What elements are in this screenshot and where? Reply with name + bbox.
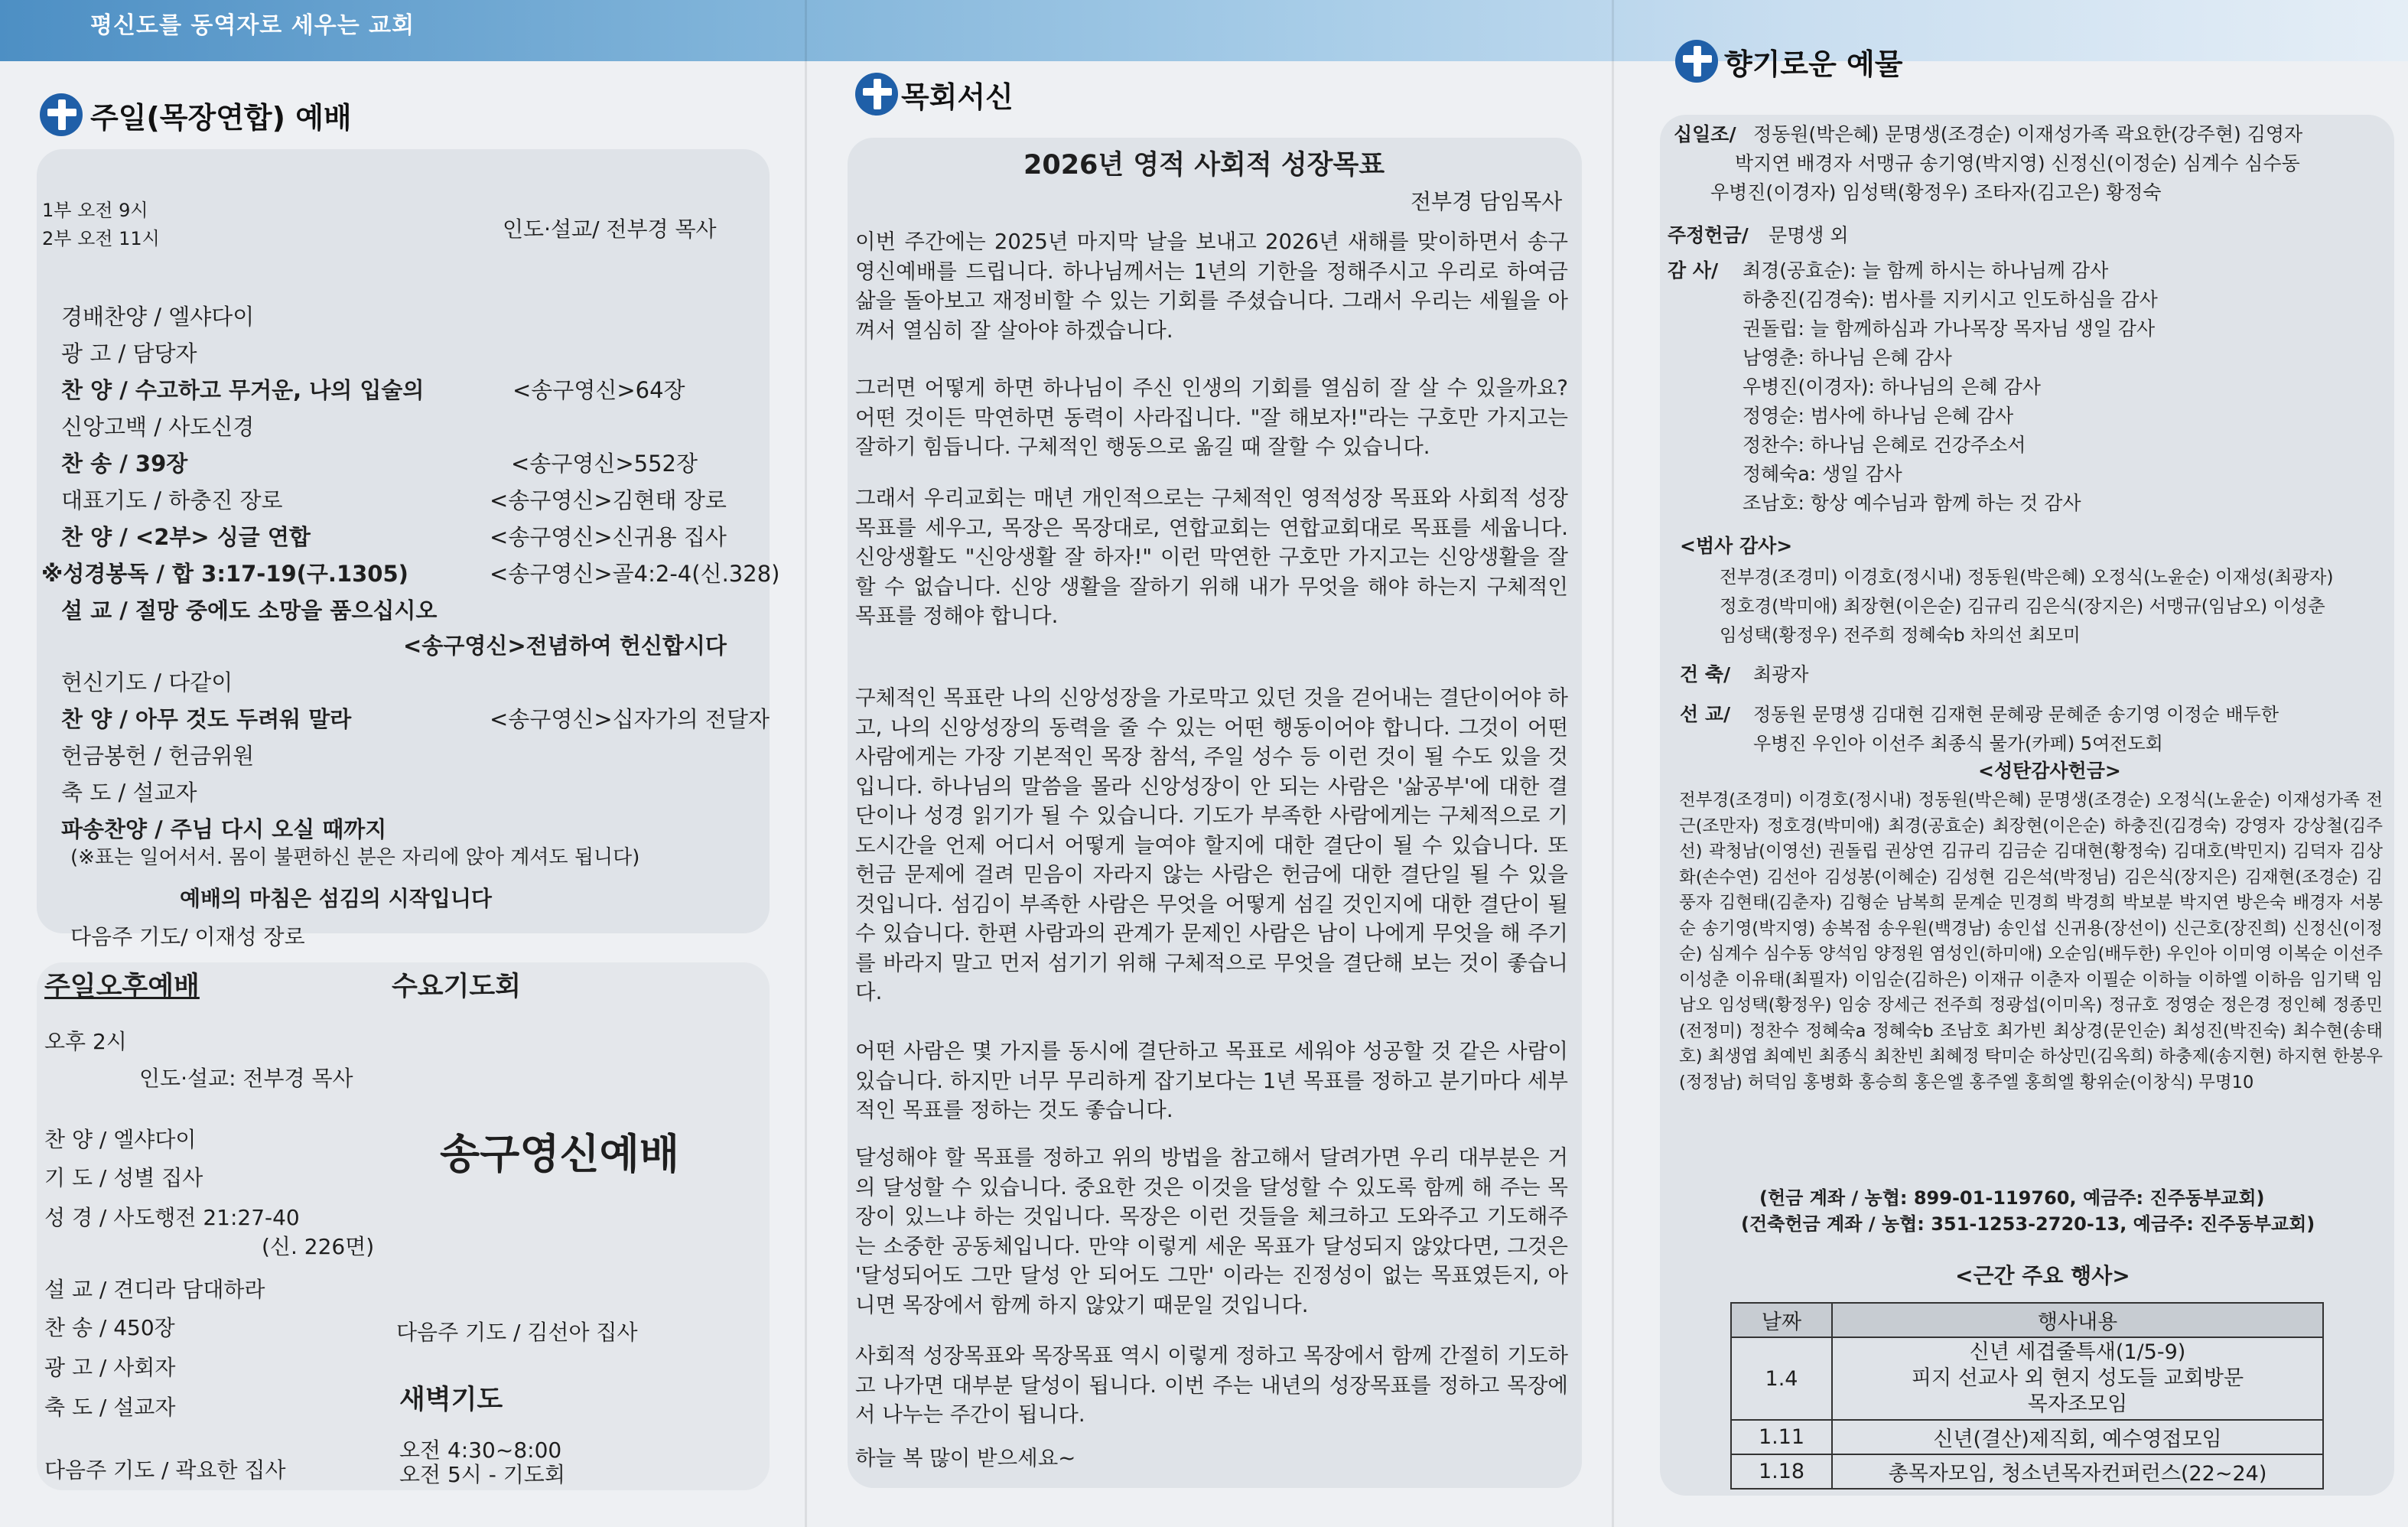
afternoon-item: 광 고 / 사회자 bbox=[44, 1355, 176, 1380]
wednesday-special: 송구영신예배 bbox=[440, 1130, 679, 1178]
general-thanks-line: 전부경(조경미) 이경호(정시내) 정동원(박은혜) 오정식(노윤순) 이재성(최광자) bbox=[1720, 566, 2334, 588]
top-banner bbox=[0, 0, 2408, 61]
sunday-offering-label: 주정헌금/ bbox=[1668, 224, 1749, 246]
afternoon-item: 찬 양 / 엘샤다이 bbox=[44, 1127, 197, 1152]
letter-title: 2026년 영적 사회적 성장목표 bbox=[1023, 150, 1385, 181]
afternoon-item: 축 도 / 설교자 bbox=[44, 1395, 176, 1420]
offerings-title: 향기로운 예물 bbox=[1724, 47, 1903, 81]
event-line: 신년 세겹줄특새(1/5-9) bbox=[1969, 1340, 2186, 1364]
event-line: 피지 선교사 외 현지 성도들 교회방문 bbox=[1911, 1366, 2244, 1390]
thanks-line: 정찬수: 하나님 은혜로 건강주소서 bbox=[1743, 434, 2026, 456]
worship-item-label: 경배찬양 / 엘샤다이 bbox=[61, 304, 255, 330]
worship-item-hymn: <송구영신>골4:2-4(신.328) bbox=[490, 561, 780, 587]
worship-item-label: 파송찬양 / 주님 다시 오실 때까지 bbox=[61, 816, 387, 842]
general-thanks-line: 임성택(황정우) 전주희 정혜숙b 차의선 최모미 bbox=[1720, 624, 2081, 646]
worship-item-hymn: <송구영신>김현태 장로 bbox=[490, 487, 727, 513]
thanks-line: 권돌립: 늘 함께하심과 가나목장 목자님 생일 감사 bbox=[1743, 317, 2156, 340]
tithe-line: 박지연 배경자 서맹규 송기영(박지영) 신정신(이정순) 심계수 심수동 bbox=[1735, 152, 2300, 174]
letter-paragraph: 그래서 우리교회는 매년 개인적으로는 구체적인 영적성장 목표와 사회적 성장 목표를 세우고, 목장은 목장대로, 연합교회는 연합교회대로 목표를 세웁니다. 신앙생활도 "신앙생활 잘 하자!" 이런 막연한 구호만 가지고는 신앙생활을 잘 할 수 없습니다. 신앙 생활을 잘하기 위해 내가 무엇을 해야 하는지 구체적인 목표를 정해야 합니다. bbox=[855, 486, 1568, 628]
letter-header bbox=[855, 73, 1014, 116]
dawn-time-2: 오전 5시 - 기도회 bbox=[399, 1462, 565, 1487]
worship-item-hymn: <송구영신>64장 bbox=[513, 377, 685, 403]
tithe-line: 정동원(박은혜) 문명생(조경순) 이재성가족 곽요한(강주현) 김영자 bbox=[1753, 123, 2303, 145]
events-title: <근간 주요 행사> bbox=[1955, 1263, 2130, 1288]
dawn-time-1: 오전 4:30~8:00 bbox=[399, 1437, 562, 1463]
general-thanks-title: <범사 감사> bbox=[1680, 535, 1793, 557]
thanks-line: 우병진(이경자): 하나님의 은혜 감사 bbox=[1743, 376, 2041, 398]
worship-time-1: 1부 오전 9시 bbox=[42, 200, 148, 221]
worship-time-2: 2부 오전 11시 bbox=[42, 228, 160, 249]
afternoon-leader: 인도·설교: 전부경 목사 bbox=[139, 1066, 353, 1091]
afternoon-item: (신. 226면) bbox=[262, 1234, 375, 1259]
event-date: 1.4 bbox=[1731, 1337, 1832, 1420]
letter-paragraph: 구체적인 목표란 나의 신앙성장을 가로막고 있던 것을 걷어내는 결단이어야 하고, 나의 신앙성장의 동력을 줄 수 있는 어떤 행동이어야 합니다. 그것이 어떤 사람에게는 가장 기본적인 목장 참석, 주일 성수 등 이런 것이 될 수도 있을 것입니다. 하나님의 말씀을 몰라 신앙성장이 안 되는 사람은 '삶공부'에 대한 결단이나 성경 읽기가 될 수 있습니다. 기도가 부족한 사람에게는 구체적으로 기도시간을 언제 어디서 어떻게 늘여야 할지에 대한 결단이 될 수 있습니다. 또 헌금 문제에 걸려 믿음이 자라지 않는 사람은 헌금에 대한 결단일 될 수 있을 것입니다. 섬김이 부족한 사람은 무엇을 어떻게 섬길 것인지에 대한 결단이 될 수 있습니다. 한편 사람과의 관계가 문제인 사람은 남이 나에게 무엇을 해 주기를 바라지 말고 먼저 섬기기 위해 구체적으로 무엇을 결단해 보는 것이 좋습니다. bbox=[855, 685, 1568, 1004]
worship-leader: 인도·설교/ 전부경 목사 bbox=[503, 217, 717, 242]
building-label: 건 축/ bbox=[1680, 663, 1731, 685]
events-header-content: 행사내용 bbox=[1832, 1303, 2323, 1337]
letter-section-title: 목회서신 bbox=[901, 80, 1014, 114]
building-names: 최광자 bbox=[1753, 663, 1809, 685]
worship-item-hymn: <송구영신>십자가의 전달자 bbox=[490, 706, 770, 732]
worship-header bbox=[40, 93, 352, 136]
worship-item-label: 찬 양 / 아무 것도 두려워 말라 bbox=[61, 706, 352, 732]
worship-item-label: 찬 송 / 39장 bbox=[61, 451, 188, 477]
worship-title: 주일(목장연합) 예배 bbox=[90, 100, 352, 135]
thanks-line: 최경(공효순): 늘 함께 하시는 하나님께 감사 bbox=[1743, 259, 2109, 282]
tithe-line: 우병진(이경자) 임성택(황정우) 조타자(김고은) 황정숙 bbox=[1710, 181, 2162, 203]
letter-author: 전부경 담임목사 bbox=[1411, 189, 1563, 214]
event-content: 신년(결산)제직회, 예수영접모임 bbox=[1832, 1420, 2323, 1454]
thanks-line: 정영순: 범사에 하나님 은혜 감사 bbox=[1743, 405, 2014, 427]
wednesday-title: 수요기도회 bbox=[392, 972, 522, 1002]
worship-closing: 예배의 마침은 섬김의 시작입니다 bbox=[180, 886, 492, 911]
event-line: 목자조모임 bbox=[2027, 1392, 2128, 1416]
cross-icon bbox=[855, 73, 898, 116]
worship-item-label: 축 도 / 설교자 bbox=[61, 780, 197, 806]
thanks-line: 하충진(김경숙): 범사를 지키시고 인도하심을 감사 bbox=[1743, 288, 2158, 311]
event-date: 1.11 bbox=[1731, 1420, 1832, 1454]
worship-item-hymn: <송구영신>신귀용 집사 bbox=[490, 524, 727, 550]
thanks-label: 감 사/ bbox=[1668, 259, 1719, 282]
sunday-offering-names: 문명생 외 bbox=[1769, 224, 1849, 246]
event-row bbox=[1731, 1420, 2323, 1454]
church-motto: 평신도를 동역자로 세우는 교회 bbox=[90, 12, 415, 39]
thanks-line: 정혜숙a: 생일 감사 bbox=[1743, 463, 1902, 485]
christmas-names: 전부경(조경미) 이경호(정시내) 정동원(박은혜) 문명생(조경순) 오정식(노윤순) 이재성가족 전근(조만자) 정호경(박미애) 최경(공효순) 최장현(이은순) 하충진(김경숙) 강영자 강상철(김주선) 곽청남(이영선) 권돌립 권상연 김규리 김금순 김대현(황정숙) 김대호(박민지) 김덕자 김상화(손수연) 김선아 김성봉(이혜순) 김성현 김은석(박정님) 김은식(장지은) 김재현(조경순) 김풍자 김현태(김춘자) 김형순 남복희 문계순 민경희 박경희 박보분 박지연 방은숙 배경자 서봉순 송기영(박지영) 송복점 송우원(백경남) 송인섭 신귀용(장선이) 신근호(장진희) 신정신(이정순) 심계수 심수동 양석임 양정원 염성인(하미애) 오순임(배두한) 우인아 이미영 이복순 이선주 이성춘 이유태(최필자) 이임순(김하은) 이재규 이춘자 이필순 이하늘 이하엘 이하음 임기택 임남오 임성택(황정우) 임숭 장세근 전주희 정광섭(이미옥) 정규호 정영순 정은경 정인혜 정종민(전정미) 정찬수 정혜숙a 정혜숙b 조남호 최가빈 최상경(문인순) 최성진(박진숙) 최수현(송태호) 최생엽 최예빈 최종식 최찬빈 최혜정 탁미순 하상민(김옥희) 하충제(송지현) 하지현 한봉우(정정남) 허덕임 홍병화 홍승희 홍은엘 홍주엘 홍희엘 황위순(이창식) 무명10 bbox=[1679, 790, 2383, 1092]
worship-item-label: 신앙고백 / 사도신경 bbox=[61, 414, 255, 440]
events-header-date: 날짜 bbox=[1731, 1303, 1832, 1337]
building-account: (건축헌금 계좌 / 농협: 351-1253-2720-13, 예금주: 진주동부교회) bbox=[1741, 1213, 2315, 1235]
cross-icon bbox=[40, 93, 83, 136]
worship-item-label: 광 고 / 담당자 bbox=[61, 340, 197, 366]
offering-account: (헌금 계좌 / 농협: 899-01-119760, 예금주: 진주동부교회) bbox=[1759, 1187, 2265, 1209]
mission-label: 선 교/ bbox=[1680, 703, 1731, 725]
worship-item-label: 찬 양 / <2부> 싱글 연합 bbox=[61, 524, 311, 550]
worship-item-label: 찬 양 / 수고하고 무거운, 나의 입술의 bbox=[61, 377, 425, 403]
events-table bbox=[1730, 1302, 2324, 1490]
afternoon-item: 성 경 / 사도행전 21:27-40 bbox=[44, 1205, 300, 1230]
event-date: 1.18 bbox=[1731, 1454, 1832, 1489]
worship-item-label: 설 교 / 절망 중에도 소망을 품으십시오 bbox=[61, 597, 438, 623]
thanks-line: 조남호: 항상 예수님과 함께 하는 것 감사 bbox=[1743, 492, 2081, 514]
worship-item-hymn: <송구영신>552장 bbox=[511, 451, 698, 477]
worship-next-prayer: 다음주 기도/ 이재성 장로 bbox=[70, 924, 305, 949]
events-header-row bbox=[1731, 1303, 2323, 1337]
event-content: 총목자모임, 청소년목자컨퍼런스(22~24) bbox=[1832, 1454, 2323, 1489]
worship-item-label: 헌금봉헌 / 헌금위원 bbox=[61, 743, 255, 769]
general-thanks-line: 정호경(박미애) 최장현(이은순) 김규리 김은식(장지은) 서맹규(임남오) 이성춘 bbox=[1720, 595, 2325, 617]
letter-paragraph: 어떤 사람은 몇 가지를 동시에 결단하고 목표로 세워야 성공할 것 같은 사람이 있습니다. 하지만 너무 무리하게 잡기보다는 1년 목표를 정하고 분기마다 세부적인 목표를 정하는 것도 좋습니다. bbox=[855, 1039, 1568, 1122]
worship-item-label: ※성경봉독 / 합 3:17-19(구.1305) bbox=[41, 561, 408, 587]
afternoon-next-prayer: 다음주 기도 / 곽요한 집사 bbox=[44, 1457, 286, 1483]
afternoon-item: 기 도 / 성별 집사 bbox=[44, 1165, 203, 1190]
cross-icon bbox=[1675, 40, 1718, 83]
offerings-header bbox=[1675, 40, 1902, 83]
tithe-label: 십일조/ bbox=[1674, 123, 1736, 145]
thanks-line: 남영춘: 하나님 은혜 감사 bbox=[1743, 347, 1952, 369]
afternoon-title: 주일오후예배 bbox=[44, 972, 200, 1002]
dawn-title: 새벽기도 bbox=[399, 1385, 503, 1415]
christmas-title: <성탄감사헌금> bbox=[1978, 760, 2121, 782]
letter-paragraph: 이번 주간에는 2025년 마지막 날을 보내고 2026년 새해를 맞이하면서 송구영신예배를 드립니다. 하나님께서는 1년의 기한을 정해주시고 우리로 하여금 삶을 돌아보고 재정비할 수 있는 기회를 주셨습니다. 그래서 우리는 세월을 아껴서 열심히 잘 살아야 하겠습니다. bbox=[855, 230, 1568, 343]
afternoon-item: 찬 송 / 450장 bbox=[44, 1315, 175, 1340]
letter-paragraph: 그러면 어떻게 하면 하나님이 주신 인생의 기회를 열심히 잘 살 수 있을까요? 어떤 것이든 막연하면 동력이 사라집니다. "잘 해보자!"라는 구호만 가지고는 잘하기 힘듭니다. 구체적인 행동으로 옮길 때 잘할 수 있습니다. bbox=[855, 376, 1568, 459]
worship-item-label: 헌신기도 / 다같이 bbox=[61, 669, 233, 695]
wednesday-next-prayer: 다음주 기도 / 김선아 집사 bbox=[396, 1320, 638, 1345]
letter-paragraph: 하늘 복 많이 받으세요~ bbox=[855, 1446, 1076, 1470]
afternoon-item: 설 교 / 견디라 담대하라 bbox=[44, 1277, 265, 1302]
worship-item-hymn: <송구영신>전념하여 헌신합시다 bbox=[403, 633, 727, 659]
fold-line bbox=[1612, 0, 1614, 1527]
event-content bbox=[1832, 1337, 2323, 1420]
mission-line: 우병진 우인아 이선주 최종식 물가(카페) 5여전도회 bbox=[1753, 733, 2163, 754]
event-row bbox=[1731, 1454, 2323, 1489]
afternoon-time: 오후 2시 bbox=[44, 1029, 127, 1054]
worship-item-label: 대표기도 / 하충진 장로 bbox=[61, 487, 283, 513]
letter-paragraph: 사회적 성장목표와 목장목표 역시 이렇게 정하고 목장에서 함께 간절히 기도하고 나가면 대부분 달성이 됩니다. 이번 주는 내년의 성장목표를 정하고 목장에서 나누는 주간이 됩니다. bbox=[855, 1343, 1568, 1427]
worship-note: (※표는 일어서서. 몸이 불편하신 분은 자리에 앉아 계셔도 됩니다) bbox=[70, 846, 640, 869]
event-row bbox=[1731, 1337, 2323, 1420]
mission-line: 정동원 문명생 김대현 김재현 문혜광 문혜준 송기영 이정순 배두한 bbox=[1753, 704, 2279, 725]
fold-line bbox=[805, 0, 807, 1527]
letter-paragraph: 달성해야 할 목표를 정하고 위의 방법을 참고해서 달려가면 우리 대부분은 거의 달성할 수 있습니다. 중요한 것은 이것을 달성할 수 있도록 함께 해 주는 목장이 있느냐 하는 것입니다. 목장은 이런 것들을 체크하고 도와주고 기도해주는 소중한 공동체입니다. 만약 이렇게 세운 목표가 달성되지 않았다면, 그것은 '달성되어도 그만 달성 안 되어도 그만' 이라는 진정성이 없는 목표였든지, 아니면 목장에서 함께 하지 않았기 때문일 것입니다. bbox=[855, 1145, 1568, 1317]
